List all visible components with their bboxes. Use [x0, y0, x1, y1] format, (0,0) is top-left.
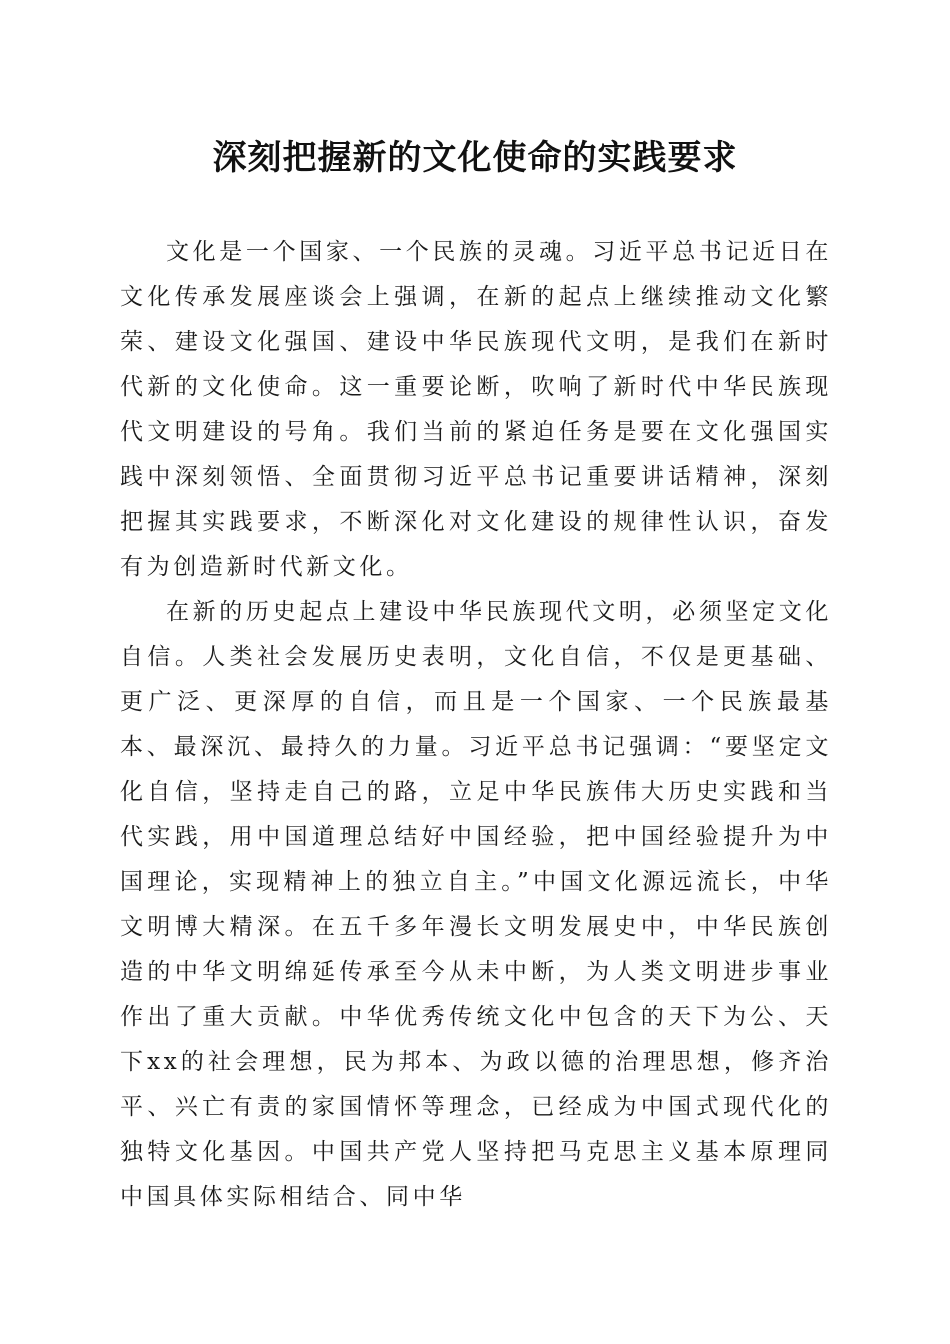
document-title: 深刻把握新的文化使命的实践要求: [212, 138, 738, 178]
paragraph: 文化是一个国家、一个民族的灵魂。习近平总书记近日在文化传承发展座谈会上强调，在新的起点上继续推动文化繁荣、建设文化强国、建设中华民族现代文明，是我们在新时代新的文化使命。这一重要论断，吹响了新时代中华民族现代文明建设的号角。我们当前的紧迫任务是要在文化强国实践中深刻领悟、全面贯彻习近平总书记重要讲话精神，深刻把握其实践要求，不断深化对文化建设的规律性认识，奋发有为创造新时代新文化。: [120, 239, 832, 580]
paragraph: 在新的历史起点上建设中华民族现代文明，必须坚定文化自信。人类社会发展历史表明，文化自信，不仅是更基础、更广泛、更深厚的自信，而且是一个国家、一个民族最基本、最深沉、最持久的力量。习近平总书记强调：“要坚定文化自信，坚持走自己的路，立足中华民族伟大历史实践和当代实践，用中国道理总结好中国经验，把中国经验提升为中国理论，实现精神上的独立自主。”中国文化源远流长，中华文明博大精深。在五千多年漫长文明发展史中，中华民族创造的中华文明绵延传承至今从未中断，为人类文明进步事业作出了重大贡献。中华优秀传统文化中包含的天下为公、天下xx的社会理想，民为邦本、为政以德的治理思想，修齐治平、兴亡有责的家国情怀等理念，已经成为中国式现代化的独特文化基因。中国共产党人坚持把马克思主义基本原理同中国具体实际相结合、同中华: [120, 599, 832, 1210]
document-body: [120, 230, 832, 1220]
